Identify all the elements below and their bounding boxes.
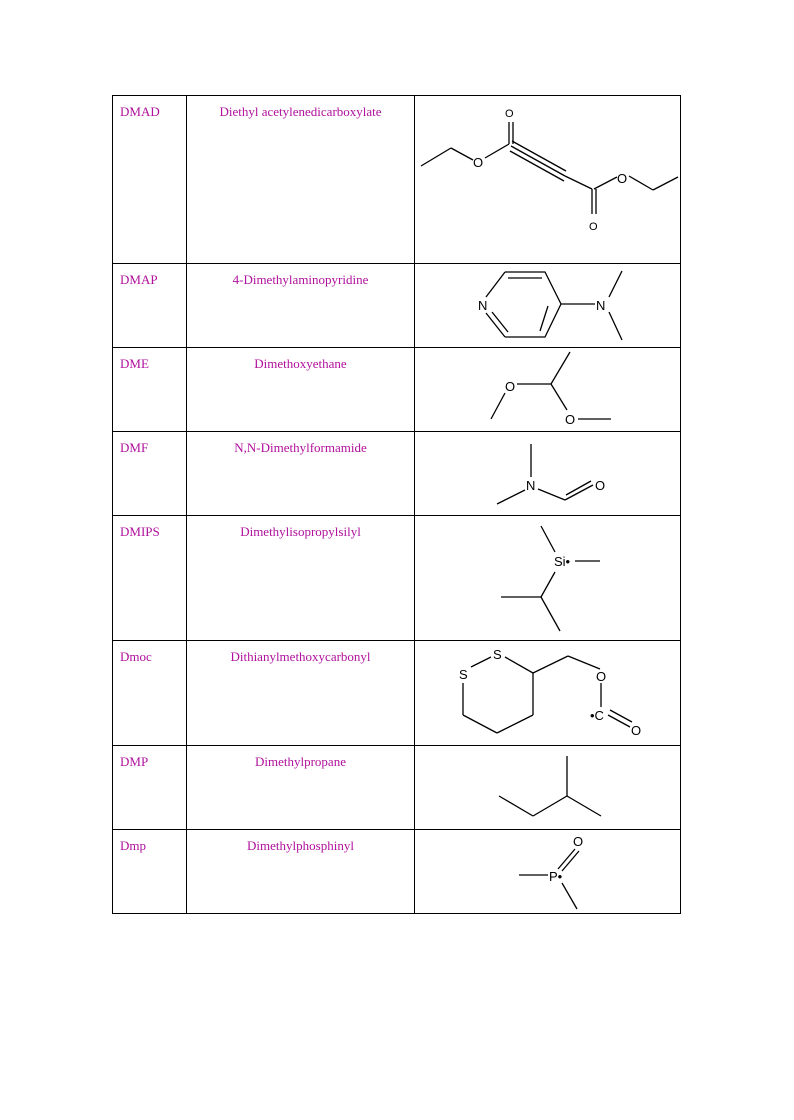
abbreviation-cell: DMP — [113, 746, 187, 830]
table-row — [113, 830, 681, 914]
atom-label: N — [596, 298, 606, 313]
name-cell: Dimethylphosphinyl — [187, 830, 415, 914]
structure-cell — [415, 432, 681, 516]
atom-label: O — [565, 412, 576, 427]
dmp-structure — [415, 746, 687, 828]
dmp-phosphinyl-structure — [415, 830, 687, 912]
atom-label: O — [596, 669, 607, 684]
abbreviation-cell: DMAP — [113, 264, 187, 348]
name-cell: Dimethylisopropylsilyl — [187, 516, 415, 641]
atom-label: O — [631, 723, 642, 738]
dmad-structure — [415, 96, 687, 262]
abbreviation-cell: DMF — [113, 432, 187, 516]
atom-label: S — [493, 647, 502, 662]
abbreviation-cell: Dmoc — [113, 641, 187, 746]
abbreviation-cell: Dmp — [113, 830, 187, 914]
table-row — [113, 516, 681, 641]
name-cell: Dimethylpropane — [187, 746, 415, 830]
atom-label: O — [589, 221, 598, 233]
structure-cell — [415, 830, 681, 914]
table-row — [113, 641, 681, 746]
atom-label: O — [595, 478, 606, 493]
table-row — [113, 264, 681, 348]
atom-label: O — [473, 155, 484, 170]
table-row — [113, 348, 681, 432]
table-row — [113, 746, 681, 830]
atom-label: N — [478, 298, 488, 313]
dme-structure — [415, 348, 687, 430]
atom-label: P• — [549, 869, 563, 884]
atom-label: O — [505, 379, 516, 394]
dmips-structure — [415, 516, 687, 639]
abbreviation-cell: DME — [113, 348, 187, 432]
structure-cell — [415, 516, 681, 641]
atom-label: S — [459, 667, 468, 682]
name-cell: 4-Dimethylaminopyridine — [187, 264, 415, 348]
dmap-structure — [415, 264, 687, 346]
dmf-structure — [415, 432, 687, 514]
structure-cell — [415, 264, 681, 348]
structure-cell — [415, 348, 681, 432]
table-row — [113, 96, 681, 264]
atom-label: O — [573, 834, 584, 849]
name-cell: Diethyl acetylenedicarboxylate — [187, 96, 415, 264]
name-cell: Dimethoxyethane — [187, 348, 415, 432]
abbreviation-cell: DMAD — [113, 96, 187, 264]
abbreviation-cell: DMIPS — [113, 516, 187, 641]
atom-label: •C — [590, 708, 604, 723]
atom-label: O — [505, 108, 514, 120]
structure-cell — [415, 641, 681, 746]
structure-cell — [415, 746, 681, 830]
dmoc-structure — [415, 641, 687, 744]
atom-label: Si• — [554, 554, 571, 569]
atom-label: N — [526, 478, 536, 493]
abbreviations-table — [112, 95, 681, 914]
name-cell: Dithianylmethoxycarbonyl — [187, 641, 415, 746]
atom-label: O — [617, 171, 628, 186]
table-row — [113, 432, 681, 516]
structure-cell — [415, 96, 681, 264]
name-cell: N,N-Dimethylformamide — [187, 432, 415, 516]
